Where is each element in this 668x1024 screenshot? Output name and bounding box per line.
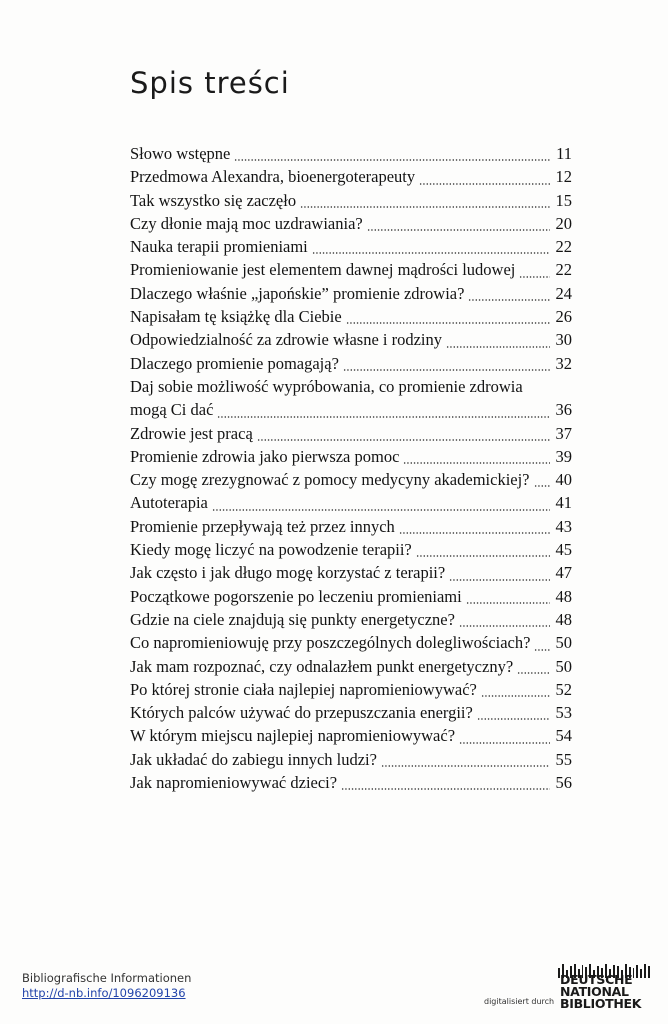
toc-page-number: 32 — [555, 353, 572, 373]
table-of-contents — [130, 142, 572, 794]
toc-entry[interactable] — [130, 398, 572, 421]
toc-page-number: 26 — [555, 307, 572, 327]
toc-entry[interactable] — [130, 701, 572, 724]
toc-entry[interactable] — [130, 352, 572, 375]
toc-page-number: 43 — [555, 516, 572, 536]
toc-entry-title: Przedmowa Alexandra, bioenergoterapeuty — [130, 167, 416, 187]
toc-entry[interactable] — [130, 771, 572, 794]
toc-leader-dots — [517, 672, 550, 674]
toc-entry[interactable] — [130, 655, 572, 678]
dnb-logo-line: DEUTSCHE — [560, 972, 633, 987]
toc-entry[interactable] — [130, 748, 572, 771]
logo-bar — [644, 964, 646, 978]
toc-page-number: 22 — [555, 260, 572, 280]
toc-page-number: 45 — [555, 540, 572, 560]
dnb-logo-line: NATIONAL — [560, 984, 629, 999]
toc-entry[interactable] — [130, 282, 572, 305]
toc-page-number: 20 — [555, 213, 572, 233]
toc-entry-title: Czy dłonie mają moc uzdrawiania? — [130, 213, 363, 233]
toc-entry-title: Kiedy mogę liczyć na powodzenie terapii? — [130, 540, 412, 560]
toc-leader-dots — [403, 462, 550, 464]
toc-entry[interactable] — [130, 678, 572, 701]
bibliographic-label: Bibliografische Informationen — [22, 971, 192, 985]
toc-page-number: 11 — [556, 144, 572, 163]
toc-leader-dots — [416, 555, 550, 557]
toc-entry[interactable] — [130, 445, 572, 468]
toc-page-number: 47 — [555, 563, 572, 583]
toc-leader-dots — [446, 346, 550, 348]
toc-leader-dots — [459, 742, 550, 744]
toc-page-number: 56 — [555, 773, 572, 793]
toc-leader-dots — [300, 206, 550, 208]
toc-entry[interactable] — [130, 142, 572, 165]
toc-leader-dots — [343, 369, 550, 371]
toc-page-number: 30 — [555, 330, 572, 350]
toc-page-number: 50 — [555, 656, 572, 676]
toc-leader-dots — [399, 532, 550, 534]
toc-entry-title: Tak wszystko się zaczęło — [130, 190, 297, 210]
toc-page-number: 52 — [555, 679, 572, 699]
toc-entry-title: Promienie przepływają też przez innych — [130, 516, 395, 536]
toc-page-number: 40 — [555, 470, 572, 490]
toc-entry-title: Jak napromieniowywać dzieci? — [130, 773, 338, 793]
bibliographic-info — [22, 971, 191, 1001]
toc-page-number: 50 — [555, 633, 572, 653]
toc-entry-title: Zdrowie jest pracą — [130, 423, 253, 443]
toc-entry-title: Dlaczego promienie pomagają? — [130, 353, 339, 373]
toc-entry[interactable] — [130, 328, 572, 351]
toc-entry-title: Promienie zdrowia jako pierwsza pomoc — [130, 446, 400, 466]
toc-entry[interactable] — [130, 422, 572, 445]
toc-leader-dots — [481, 695, 550, 697]
toc-page-number: 24 — [555, 283, 572, 303]
toc-leader-dots — [257, 439, 550, 441]
toc-leader-dots — [346, 322, 550, 324]
toc-entry-title: mogą Ci dać — [130, 400, 214, 420]
toc-leader-dots — [312, 252, 550, 254]
toc-entry-title: Promieniowanie jest elementem dawnej mądrości ludowej — [130, 260, 516, 280]
toc-entry[interactable] — [130, 491, 572, 514]
toc-entry[interactable] — [130, 724, 572, 747]
toc-entry-title: Jak często i jak długo mogę korzystać z terapii? — [130, 563, 446, 583]
toc-entry-title: Po której stronie ciała najlepiej napromieniowywać? — [130, 679, 477, 699]
dnb-logo-text — [560, 974, 641, 1010]
bibliographic-link[interactable]: http://d-nb.info/1096209136 — [22, 986, 186, 1000]
toc-leader-dots — [381, 765, 550, 767]
toc-entry[interactable] — [130, 468, 572, 491]
toc-entry-title: Daj sobie możliwość wypróbowania, co promienie zdrowia — [130, 376, 523, 396]
toc-entry-line — [130, 375, 572, 398]
toc-entry[interactable] — [130, 189, 572, 212]
logo-bar — [648, 966, 650, 978]
toc-entry[interactable] — [130, 515, 572, 538]
toc-entry-title: Gdzie na ciele znajdują się punkty energetyczne? — [130, 609, 455, 629]
toc-entry-title: W którym miejscu najlepiej napromieniowywać? — [130, 726, 456, 746]
toc-page-number: 39 — [555, 446, 572, 466]
toc-page-number: 22 — [555, 237, 572, 257]
toc-leader-dots — [419, 183, 550, 185]
toc-entry[interactable] — [130, 585, 572, 608]
toc-page-number: 48 — [555, 609, 572, 629]
toc-page-number: 55 — [555, 749, 572, 769]
toc-entry-title: Początkowe pogorszenie po leczeniu promieniami — [130, 586, 462, 606]
dnb-logo-line: BIBLIOTHEK — [560, 996, 642, 1011]
toc-leader-dots — [477, 718, 550, 720]
toc-leader-dots — [217, 416, 550, 418]
toc-entry[interactable] — [130, 165, 572, 188]
toc-page-number: 53 — [555, 703, 572, 723]
toc-leader-dots — [466, 602, 550, 604]
toc-entry-title: Co napromieniowuję przy poszczególnych dolegliwościach? — [130, 633, 531, 653]
toc-entry-title: Nauka terapii promieniami — [130, 237, 308, 257]
toc-entry-title: Napisałam tę książkę dla Ciebie — [130, 307, 342, 327]
toc-entry-title: Czy mogę zrezygnować z pomocy medycyny akademickiej? — [130, 470, 530, 490]
toc-page-number: 48 — [555, 586, 572, 606]
toc-leader-dots — [534, 649, 550, 651]
toc-entry-title: Słowo wstępne — [130, 144, 231, 163]
toc-entry[interactable] — [130, 305, 572, 328]
toc-entry-title: Odpowiedzialność za zdrowie własne i rodziny — [130, 330, 443, 350]
toc-leader-dots — [212, 509, 550, 511]
toc-entry[interactable] — [130, 561, 572, 584]
toc-entry-title: Autoterapia — [130, 493, 208, 513]
toc-page-number: 54 — [555, 726, 572, 746]
dnb-logo — [558, 964, 650, 1016]
toc-leader-dots — [519, 276, 550, 278]
toc-page-number: 41 — [555, 493, 572, 513]
toc-page-number: 12 — [555, 167, 572, 187]
toc-page-number: 36 — [555, 400, 572, 420]
toc-entry[interactable] — [130, 631, 572, 654]
toc-entry-title: Jak mam rozpoznać, czy odnalazłem punkt energetyczny? — [130, 656, 514, 676]
toc-page-number: 15 — [555, 190, 572, 210]
toc-entry[interactable] — [130, 538, 572, 561]
page-title: Spis treści — [130, 66, 290, 100]
toc-entry[interactable] — [130, 212, 572, 235]
toc-leader-dots — [341, 788, 550, 790]
toc-page-number: 37 — [555, 423, 572, 443]
toc-leader-dots — [449, 579, 550, 581]
digitized-by-label: digitalisiert durch — [484, 997, 555, 1006]
toc-entry-title: Dlaczego właśnie „japońskie” promienie zdrowia? — [130, 283, 465, 303]
toc-leader-dots — [468, 299, 550, 301]
toc-leader-dots — [459, 625, 550, 627]
toc-entry[interactable] — [130, 235, 572, 258]
toc-entry[interactable] — [130, 258, 572, 281]
toc-entry[interactable] — [130, 608, 572, 631]
toc-leader-dots — [534, 485, 550, 487]
toc-entry-title: Których palców używać do przepuszczania energii? — [130, 703, 473, 723]
toc-leader-dots — [234, 159, 550, 161]
toc-entry-title: Jak układać do zabiegu innych ludzi? — [130, 749, 377, 769]
toc-leader-dots — [367, 229, 550, 231]
